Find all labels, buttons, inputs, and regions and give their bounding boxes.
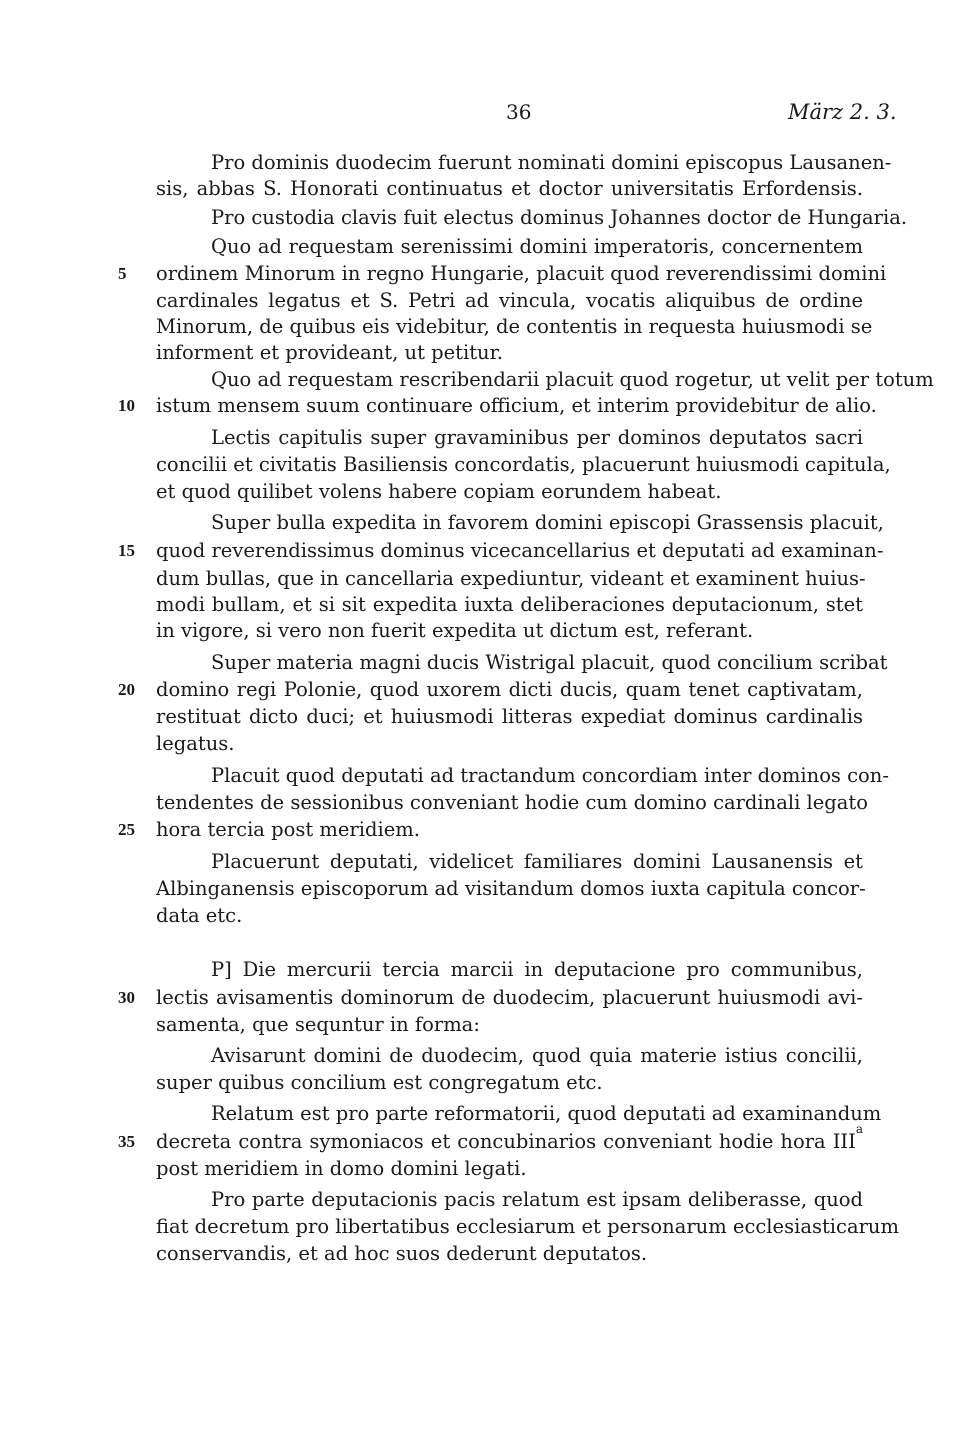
line-text: hora tercia post meridiem. [156,818,420,841]
line-text-main: decreta contra symoniacos et concubinarios conveniant hodie hora III [156,1130,856,1153]
line-text: P] Die mercurii tercia marcii in deputacione pro communibus, [211,958,863,981]
line-text: Placuerunt deputati, videlicet familiares domini Lausanensis et [211,850,863,873]
line-number: 10 [118,396,135,415]
line-text: Relatum est pro parte reformatorii, quod deputati ad examinandum [211,1102,882,1125]
running-head: März 2. 3. [788,100,897,124]
line-text: in vigore, si vero non fuerit expedita ut dictum est, referant. [156,619,754,642]
line-text: Quo ad requestam rescribendarii placuit quod rogetur, ut velit per totum [211,368,934,391]
line-text: lectis avisamentis dominorum de duodecim, placuerunt huiusmodi avi- [156,986,863,1009]
line-number: 5 [118,264,127,283]
line-text: Pro dominis duodecim fuerunt nominati domini episcopus Lausanen- [211,151,892,174]
line-text: modi bullam, et si sit expedita iuxta deliberaciones deputacionum, stet [156,593,863,616]
page-header [0,100,960,130]
line-text: quod reverendissimus dominus vicecancellarius et deputati ad examinan- [156,539,884,562]
line-text: super quibus concilium est congregatum etc. [156,1071,603,1094]
page-number: 36 [506,100,532,124]
line-text: concilii et civitatis Basiliensis concordatis, placuerunt huiusmodi capitula, [156,453,891,476]
line-text: et quod quilibet volens habere copiam eorundem habeat. [156,480,722,503]
line-text: Placuit quod deputati ad tractandum concordiam inter dominos con- [211,764,889,787]
line-text: dum bullas, que in cancellaria expediuntur, videant et examinent huius- [156,567,866,590]
line-text: data etc. [156,904,243,927]
line-text: Albinganensis episcoporum ad visitandum domos iuxta capitula concor- [156,877,866,900]
line-text: conservandis, et ad hoc suos dederunt deputatos. [156,1242,648,1265]
line-text: fiat decretum pro libertatibus ecclesiarum et personarum ecclesiasticarum [156,1215,899,1238]
line-text: Minorum, de quibus eis videbitur, de contentis in requesta huiusmodi se [156,315,873,338]
line-text: domino regi Polonie, quod uxorem dicti ducis, quam tenet captivatam, [156,678,863,701]
line-number: 20 [118,680,135,699]
line-text: tendentes de sessionibus conveniant hodie cum domino cardinali legato [156,791,868,814]
line-text: ordinem Minorum in regno Hungarie, placuit quod reverendissimi domini [156,262,887,285]
line-text: sis, abbas S. Honorati continuatus et doctor universitatis Erfordensis. [156,177,863,200]
superscript: a [855,1122,863,1136]
line-text: samenta, que sequntur in forma: [156,1013,480,1036]
line-text: Lectis capitulis super gravaminibus per dominos deputatos sacri [211,426,863,449]
line-text: istum mensem suum continuare officium, et interim providebitur de alio. [156,394,877,417]
line-text: Pro custodia clavis fuit electus dominus Johannes doctor de Hungaria. [211,206,908,229]
line-text: Quo ad requestam serenissimi domini imperatoris, concernentem [211,235,863,258]
line-text: legatus. [156,732,235,755]
line-text: restituat dicto duci; et huiusmodi litteras expediat dominus cardinalis [156,705,863,728]
line-text [156,1122,863,1155]
line-number: 15 [118,541,135,560]
line-text: Super materia magni ducis Wistrigal placuit, quod concilium scribat [211,651,888,674]
line-number: 30 [118,988,135,1007]
line-text: informent et provideant, ut petitur. [156,341,503,364]
line-text: cardinales legatus et S. Petri ad vincula, vocatis aliquibus de ordine [156,289,863,312]
line-text: post meridiem in domo domini legati. [156,1157,527,1180]
line-number: 25 [118,820,135,839]
line-text: Super bulla expedita in favorem domini episcopi Grassensis placuit, [211,511,884,534]
line-text: Pro parte deputacionis pacis relatum est ipsam deliberasse, quod [211,1188,863,1211]
line-text: Avisarunt domini de duodecim, quod quia materie istius concilii, [211,1044,863,1067]
line-number: 35 [118,1132,135,1151]
